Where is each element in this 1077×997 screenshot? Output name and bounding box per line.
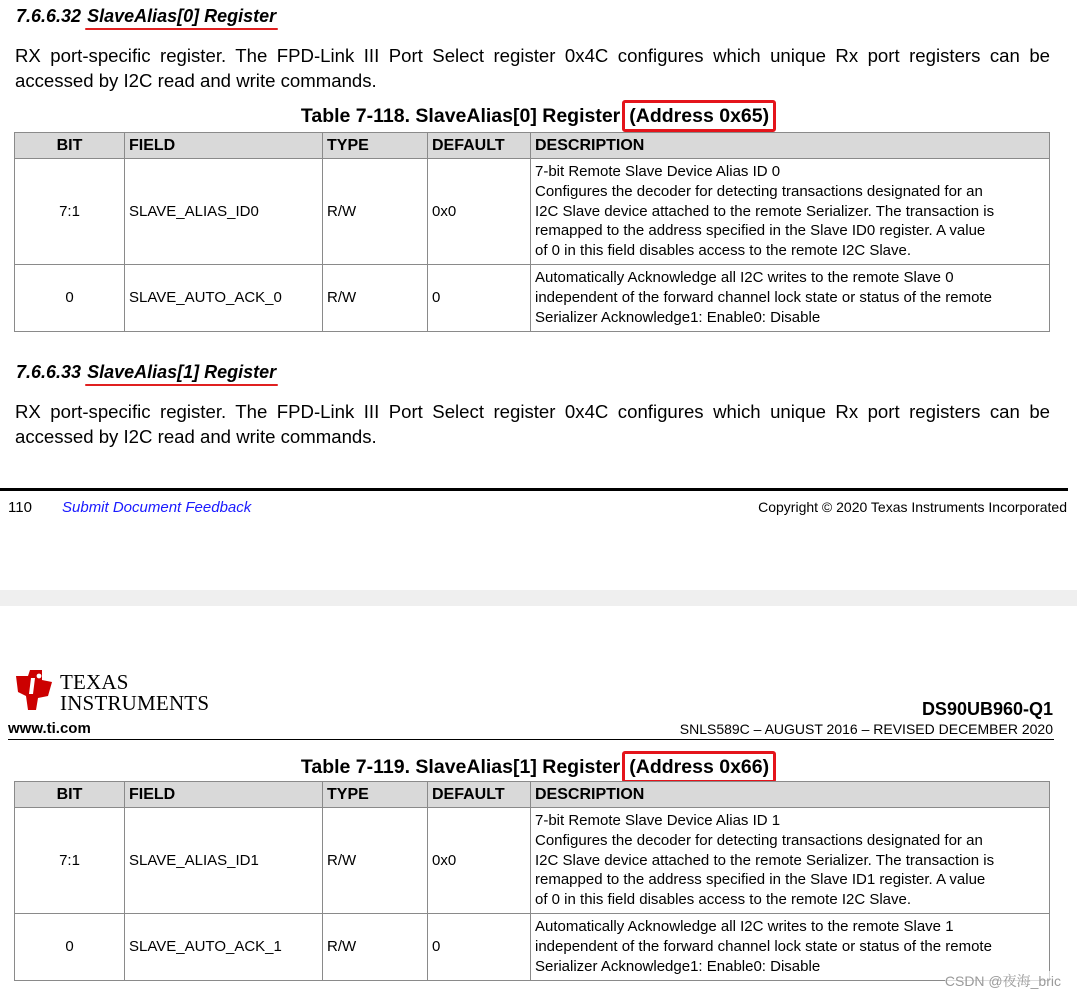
description-line: of 0 in this field disables access to the remote I2C Slave.: [535, 891, 912, 909]
description-line: remapped to the address specified in the Slave ID1 register. A value: [535, 871, 986, 889]
red-underline-annotation: [85, 28, 278, 30]
revision-line: SNLS589C – AUGUST 2016 – REVISED DECEMBER 2020: [679, 721, 1053, 737]
red-underline-annotation: [85, 384, 278, 386]
section-paragraph: RX port-specific register. The FPD-Link III Port Select register 0x4C configures which unique Rx port registers can be accessed by I2C read and write commands.: [15, 45, 1050, 91]
header-bit: BIT: [15, 782, 125, 808]
header-description: DESCRIPTION: [531, 782, 1050, 808]
header-rule: [8, 739, 1054, 740]
address-highlight-box: (Address 0x66): [622, 751, 776, 783]
header-type: TYPE: [323, 782, 428, 808]
description-line: Serializer Acknowledge1: Enable0: Disable: [535, 308, 821, 326]
table-title: [0, 751, 1077, 783]
description-line: Automatically Acknowledge all I2C writes to the remote Slave 1: [535, 918, 954, 936]
cell-field: SLAVE_ALIAS_ID0: [125, 159, 323, 265]
page-number: 110: [8, 499, 32, 516]
cell-field: SLAVE_AUTO_ACK_0: [125, 265, 323, 332]
cell-type: R/W: [323, 265, 428, 332]
table-header-row: [15, 782, 1050, 808]
csdn-watermark: CSDN @夜海_bric: [944, 973, 1061, 989]
description-line: 7-bit Remote Slave Device Alias ID 0: [535, 162, 781, 180]
description-line: independent of the forward channel lock state or status of the remote: [535, 289, 992, 307]
section-title: [87, 6, 276, 27]
description-line: Serializer Acknowledge1: Enable0: Disable: [535, 957, 821, 975]
description-line: Automatically Acknowledge all I2C writes to the remote Slave 0: [535, 269, 954, 287]
logo-line-2: INSTRUMENTS: [60, 691, 210, 715]
table-header-row: [15, 133, 1050, 159]
website-link[interactable]: www.ti.com: [8, 720, 91, 737]
ti-logo-wordmark: [60, 672, 209, 714]
cell-default: 0: [428, 914, 531, 981]
section-heading-7-6-6-33: [16, 362, 276, 383]
description-line: Configures the decoder for detecting transactions designated for an: [535, 831, 983, 849]
cell-description: [531, 159, 1050, 265]
table-title-text: Table 7-119. SlaveAlias[1] Register: [300, 756, 621, 778]
cell-type: R/W: [323, 914, 428, 981]
header-bit: BIT: [15, 133, 125, 159]
description-line: independent of the forward channel lock state or status of the remote: [535, 938, 992, 956]
cell-type: R/W: [323, 808, 428, 914]
address-highlight-box: (Address 0x65): [622, 100, 776, 132]
cell-field: SLAVE_ALIAS_ID1: [125, 808, 323, 914]
table-row: [15, 808, 1050, 914]
section-number: 7.6.6.32: [16, 6, 82, 26]
header-field: FIELD: [125, 133, 323, 159]
description-line: I2C Slave device attached to the remote Serializer. The transaction is: [535, 202, 995, 220]
cell-bit: 0: [15, 914, 125, 981]
description-line: 7-bit Remote Slave Device Alias ID 1: [535, 811, 781, 829]
table-row: [15, 914, 1050, 981]
description-line: I2C Slave device attached to the remote Serializer. The transaction is: [535, 851, 995, 869]
submit-feedback-link[interactable]: Submit Document Feedback: [62, 499, 252, 516]
description-line: remapped to the address specified in the Slave ID0 register. A value: [535, 222, 986, 240]
table-row: [15, 265, 1050, 332]
section-number: 7.6.6.33: [16, 362, 82, 382]
table-title-text: Table 7-118. SlaveAlias[0] Register: [300, 105, 621, 127]
copyright-text: Copyright © 2020 Texas Instruments Incorporated: [758, 499, 1067, 515]
cell-type: R/W: [323, 159, 428, 265]
register-table: [14, 781, 1050, 981]
section-title-text: SlaveAlias[0] Register: [87, 6, 277, 26]
description-line: of 0 in this field disables access to the remote I2C Slave.: [535, 242, 912, 260]
description-line: Configures the decoder for detecting transactions designated for an: [535, 182, 983, 200]
header-default: DEFAULT: [428, 133, 531, 159]
header-default: DEFAULT: [428, 782, 531, 808]
table-row: [15, 159, 1050, 265]
cell-description: [531, 265, 1050, 332]
cell-default: 0x0: [428, 159, 531, 265]
cell-default: 0x0: [428, 808, 531, 914]
page-separator: [0, 590, 1077, 606]
document-id: DS90UB960-Q1: [921, 699, 1053, 719]
logo-line-1: TEXAS: [60, 670, 129, 694]
section-title-text: SlaveAlias[1] Register: [87, 362, 277, 382]
header-type: TYPE: [323, 133, 428, 159]
footer-rule: [0, 488, 1068, 491]
cell-default: 0: [428, 265, 531, 332]
cell-description: [531, 808, 1050, 914]
header-description: DESCRIPTION: [531, 133, 1050, 159]
section-heading-7-6-6-32: [16, 6, 276, 27]
cell-bit: 7:1: [15, 808, 125, 914]
cell-bit: 7:1: [15, 159, 125, 265]
section-title: [87, 362, 276, 383]
table-title: [0, 100, 1077, 132]
register-table: [14, 132, 1050, 332]
cell-field: SLAVE_AUTO_ACK_1: [125, 914, 323, 981]
cell-bit: 0: [15, 265, 125, 332]
header-field: FIELD: [125, 782, 323, 808]
section-paragraph: RX port-specific register. The FPD-Link III Port Select register 0x4C configures which unique Rx port registers can be accessed by I2C read and write commands.: [15, 401, 1050, 447]
